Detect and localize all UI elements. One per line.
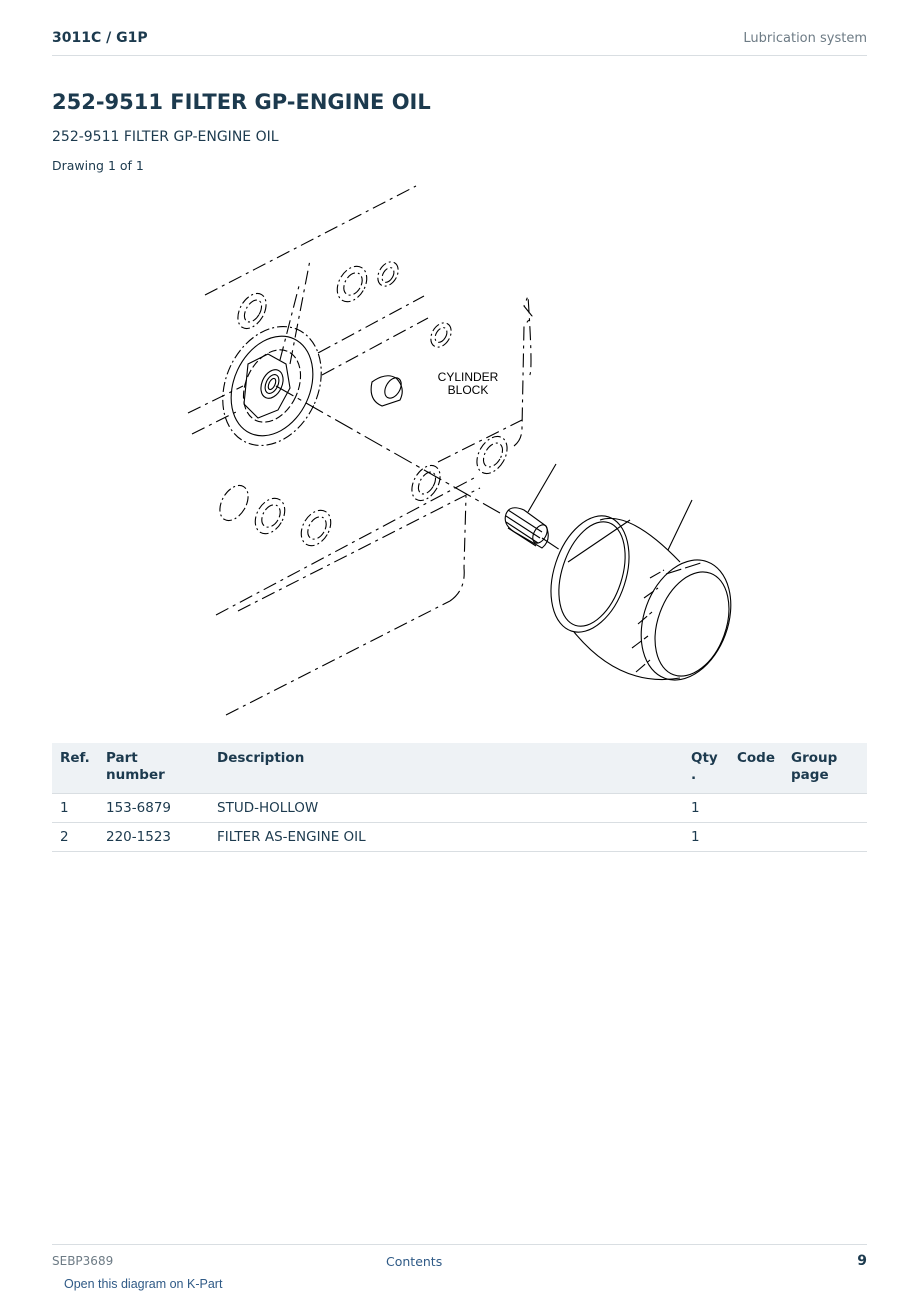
model-label: 3011C / G1P xyxy=(52,30,148,46)
cell-ref: 1 xyxy=(52,794,98,823)
cylinder-block-outline xyxy=(188,186,532,715)
label-block: BLOCK xyxy=(447,383,489,397)
cell-part-number: 153-6879 xyxy=(98,794,209,823)
header-description: Description xyxy=(209,743,683,794)
header-part-number: Part number xyxy=(98,743,209,794)
header-group-page xyxy=(783,743,867,794)
cell-group-page xyxy=(783,823,867,852)
cylinder-block-label xyxy=(438,370,499,397)
section-label: Lubrication system xyxy=(743,31,867,46)
hollow-stud xyxy=(505,464,556,548)
cell-description: FILTER AS-ENGINE OIL xyxy=(209,823,683,852)
page-number: 9 xyxy=(857,1253,867,1269)
cell-ref: 2 xyxy=(52,823,98,852)
table-row xyxy=(52,823,867,852)
cell-code xyxy=(729,794,783,823)
header-group-line2: page xyxy=(791,767,829,783)
open-kpart-link[interactable]: Open this diagram on K-Part xyxy=(64,1277,223,1291)
header-qty xyxy=(683,743,729,794)
page-title: 252-9511 FILTER GP-ENGINE OIL xyxy=(52,90,431,114)
cell-group-page xyxy=(783,794,867,823)
label-cylinder: CYLINDER xyxy=(437,370,499,384)
header-code: Code xyxy=(729,743,783,794)
page-header xyxy=(52,28,867,56)
header-group-line1: Group xyxy=(791,750,838,766)
header-qty-line1: Qty xyxy=(691,750,718,766)
drawing-count: Drawing 1 of 1 xyxy=(52,158,144,173)
parts-table xyxy=(52,743,867,852)
document-id: SEBP3689 xyxy=(52,1254,114,1268)
page-subtitle: 252-9511 FILTER GP-ENGINE OIL xyxy=(52,129,279,145)
oil-port xyxy=(371,375,404,406)
header-qty-line2: . xyxy=(691,767,697,783)
block-holes xyxy=(214,258,513,551)
cell-qty: 1 xyxy=(683,794,729,823)
oil-filter xyxy=(537,500,746,693)
table-row xyxy=(52,794,867,823)
header-ref: Ref. xyxy=(52,743,98,794)
filter-base xyxy=(204,310,340,461)
parts-diagram xyxy=(150,178,770,728)
cell-part-number: 220-1523 xyxy=(98,823,209,852)
cell-qty: 1 xyxy=(683,823,729,852)
table-header-row xyxy=(52,743,867,794)
cell-code xyxy=(729,823,783,852)
page-footer xyxy=(52,1244,867,1295)
assembly-centerline xyxy=(276,386,560,550)
contents-link[interactable]: Contents xyxy=(386,1254,443,1269)
cell-description: STUD-HOLLOW xyxy=(209,794,683,823)
